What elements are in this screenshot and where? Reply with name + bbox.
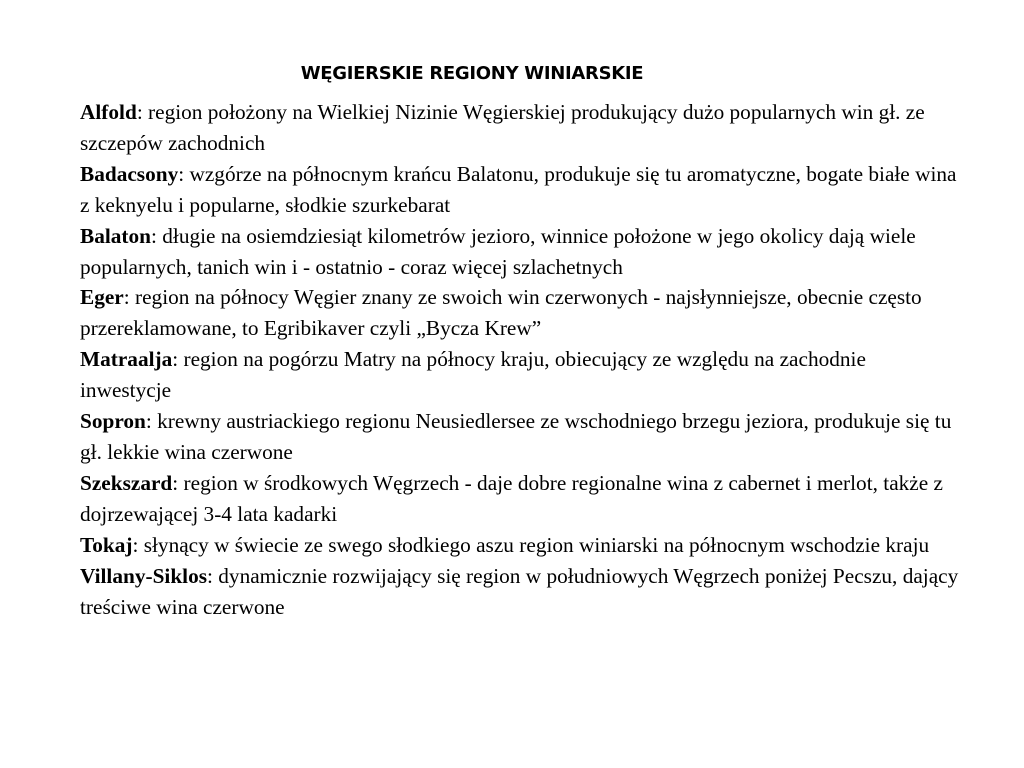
slide-title: WĘGIERSKIE REGIONY WINIARSKIE [300,63,644,84]
region-term: Villany-Siklos [80,563,208,588]
region-description: : słynący w świecie ze swego słodkiego aszu region winiarski na północnym wschodzie kraju [132,532,930,557]
region-entry-balaton [80,221,960,283]
region-entry-tokaj [80,530,960,561]
region-entry-eger [80,282,960,344]
region-description: : długie na osiemdziesiąt kilometrów jezioro, winnice położone w jego okolicy dają wiele popularnych, tanich win i - ostatnio - coraz więcej szlachetnych [80,223,916,279]
region-description: : wzgórze na północnym krańcu Balatonu, produkuje się tu aromatyczne, bogate białe wina z keknyelu i popularne, słodkie szurkebarat [80,161,957,217]
region-entry-badacsony [80,159,960,221]
region-description: : region położony na Wielkiej Nizinie Węgierskiej produkujący dużo popularnych win gł. ze szczepów zachodnich [80,100,925,155]
region-entry-alfold [80,97,960,159]
region-list [80,97,960,622]
region-term: Balaton [80,223,152,248]
region-entry-sopron [80,406,960,468]
region-description: : region na północy Węgier znany ze swoich win czerwonych - najsłynniejsze, obecnie często przereklamowane, to Egribikaver czyli „Bycza Krew” [80,285,922,341]
region-term: Szekszard [80,470,173,495]
region-description: : region w środkowych Węgrzech - daje dobre regionalne wina z cabernet i merlot, także z dojrzewającej 3-4 lata kadarki [80,470,943,526]
region-description: : krewny austriackiego regionu Neusiedlersee ze wschodniego brzegu jeziora, produkuje się tu gł. lekkie wina czerwone [80,409,952,464]
region-description: : region na pogórzu Matry na północy kraju, obiecujący ze względu na zachodnie inwestycje [80,347,866,403]
region-description: : dynamicznie rozwijający się region w południowych Węgrzech poniżej Pecszu, dający treściwe wina czerwone [80,563,959,619]
region-term: Sopron [80,409,146,434]
region-term: Tokaj [80,532,133,557]
region-term: Alfold [80,100,137,124]
region-entry-matraalja [80,344,960,406]
region-term: Matraalja [80,347,173,372]
region-term: Eger [80,285,124,310]
region-entry-szekszard [80,468,960,530]
region-term: Badacsony [80,161,179,186]
region-entry-villany-siklos [80,561,960,623]
